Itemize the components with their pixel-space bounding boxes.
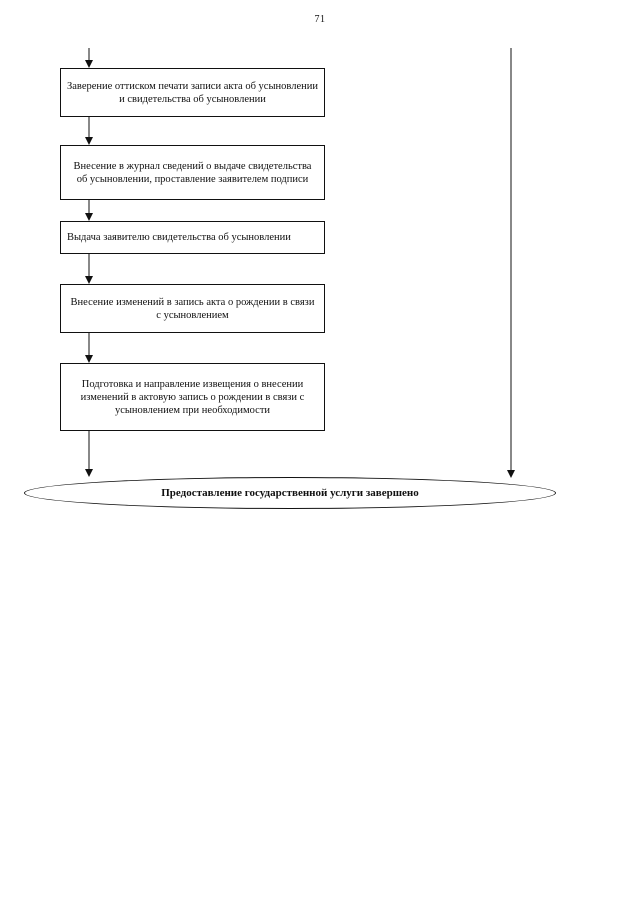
flow-step-1-text: Заверение оттиском печати записи акта об усыновлении и свидетельства об усыновлении	[67, 80, 318, 105]
flow-step-5-text: Подготовка и направление извещения о внесении изменений в актовую запись о рождении в связи с усыновлением при необходимости	[80, 378, 305, 416]
flow-step-1	[60, 68, 325, 117]
flow-step-5	[60, 363, 325, 431]
flow-step-2-text: Внесение в журнал сведений о выдаче свидетельства об усыновлении, проставление заявителем подписи	[73, 160, 312, 185]
page-number: 71	[314, 14, 326, 25]
flow-step-2	[60, 145, 325, 200]
flow-step-3	[60, 221, 325, 254]
flow-step-3-text: Выдача заявителю свидетельства об усыновлении	[67, 232, 291, 243]
flow-end-ellipse	[24, 477, 556, 509]
flow-step-4	[60, 284, 325, 333]
flow-end-text: Предоставление государственной услуги завершено	[161, 487, 419, 499]
flow-step-4-text: Внесение изменений в запись акта о рождении в связи с усыновлением	[70, 296, 315, 321]
